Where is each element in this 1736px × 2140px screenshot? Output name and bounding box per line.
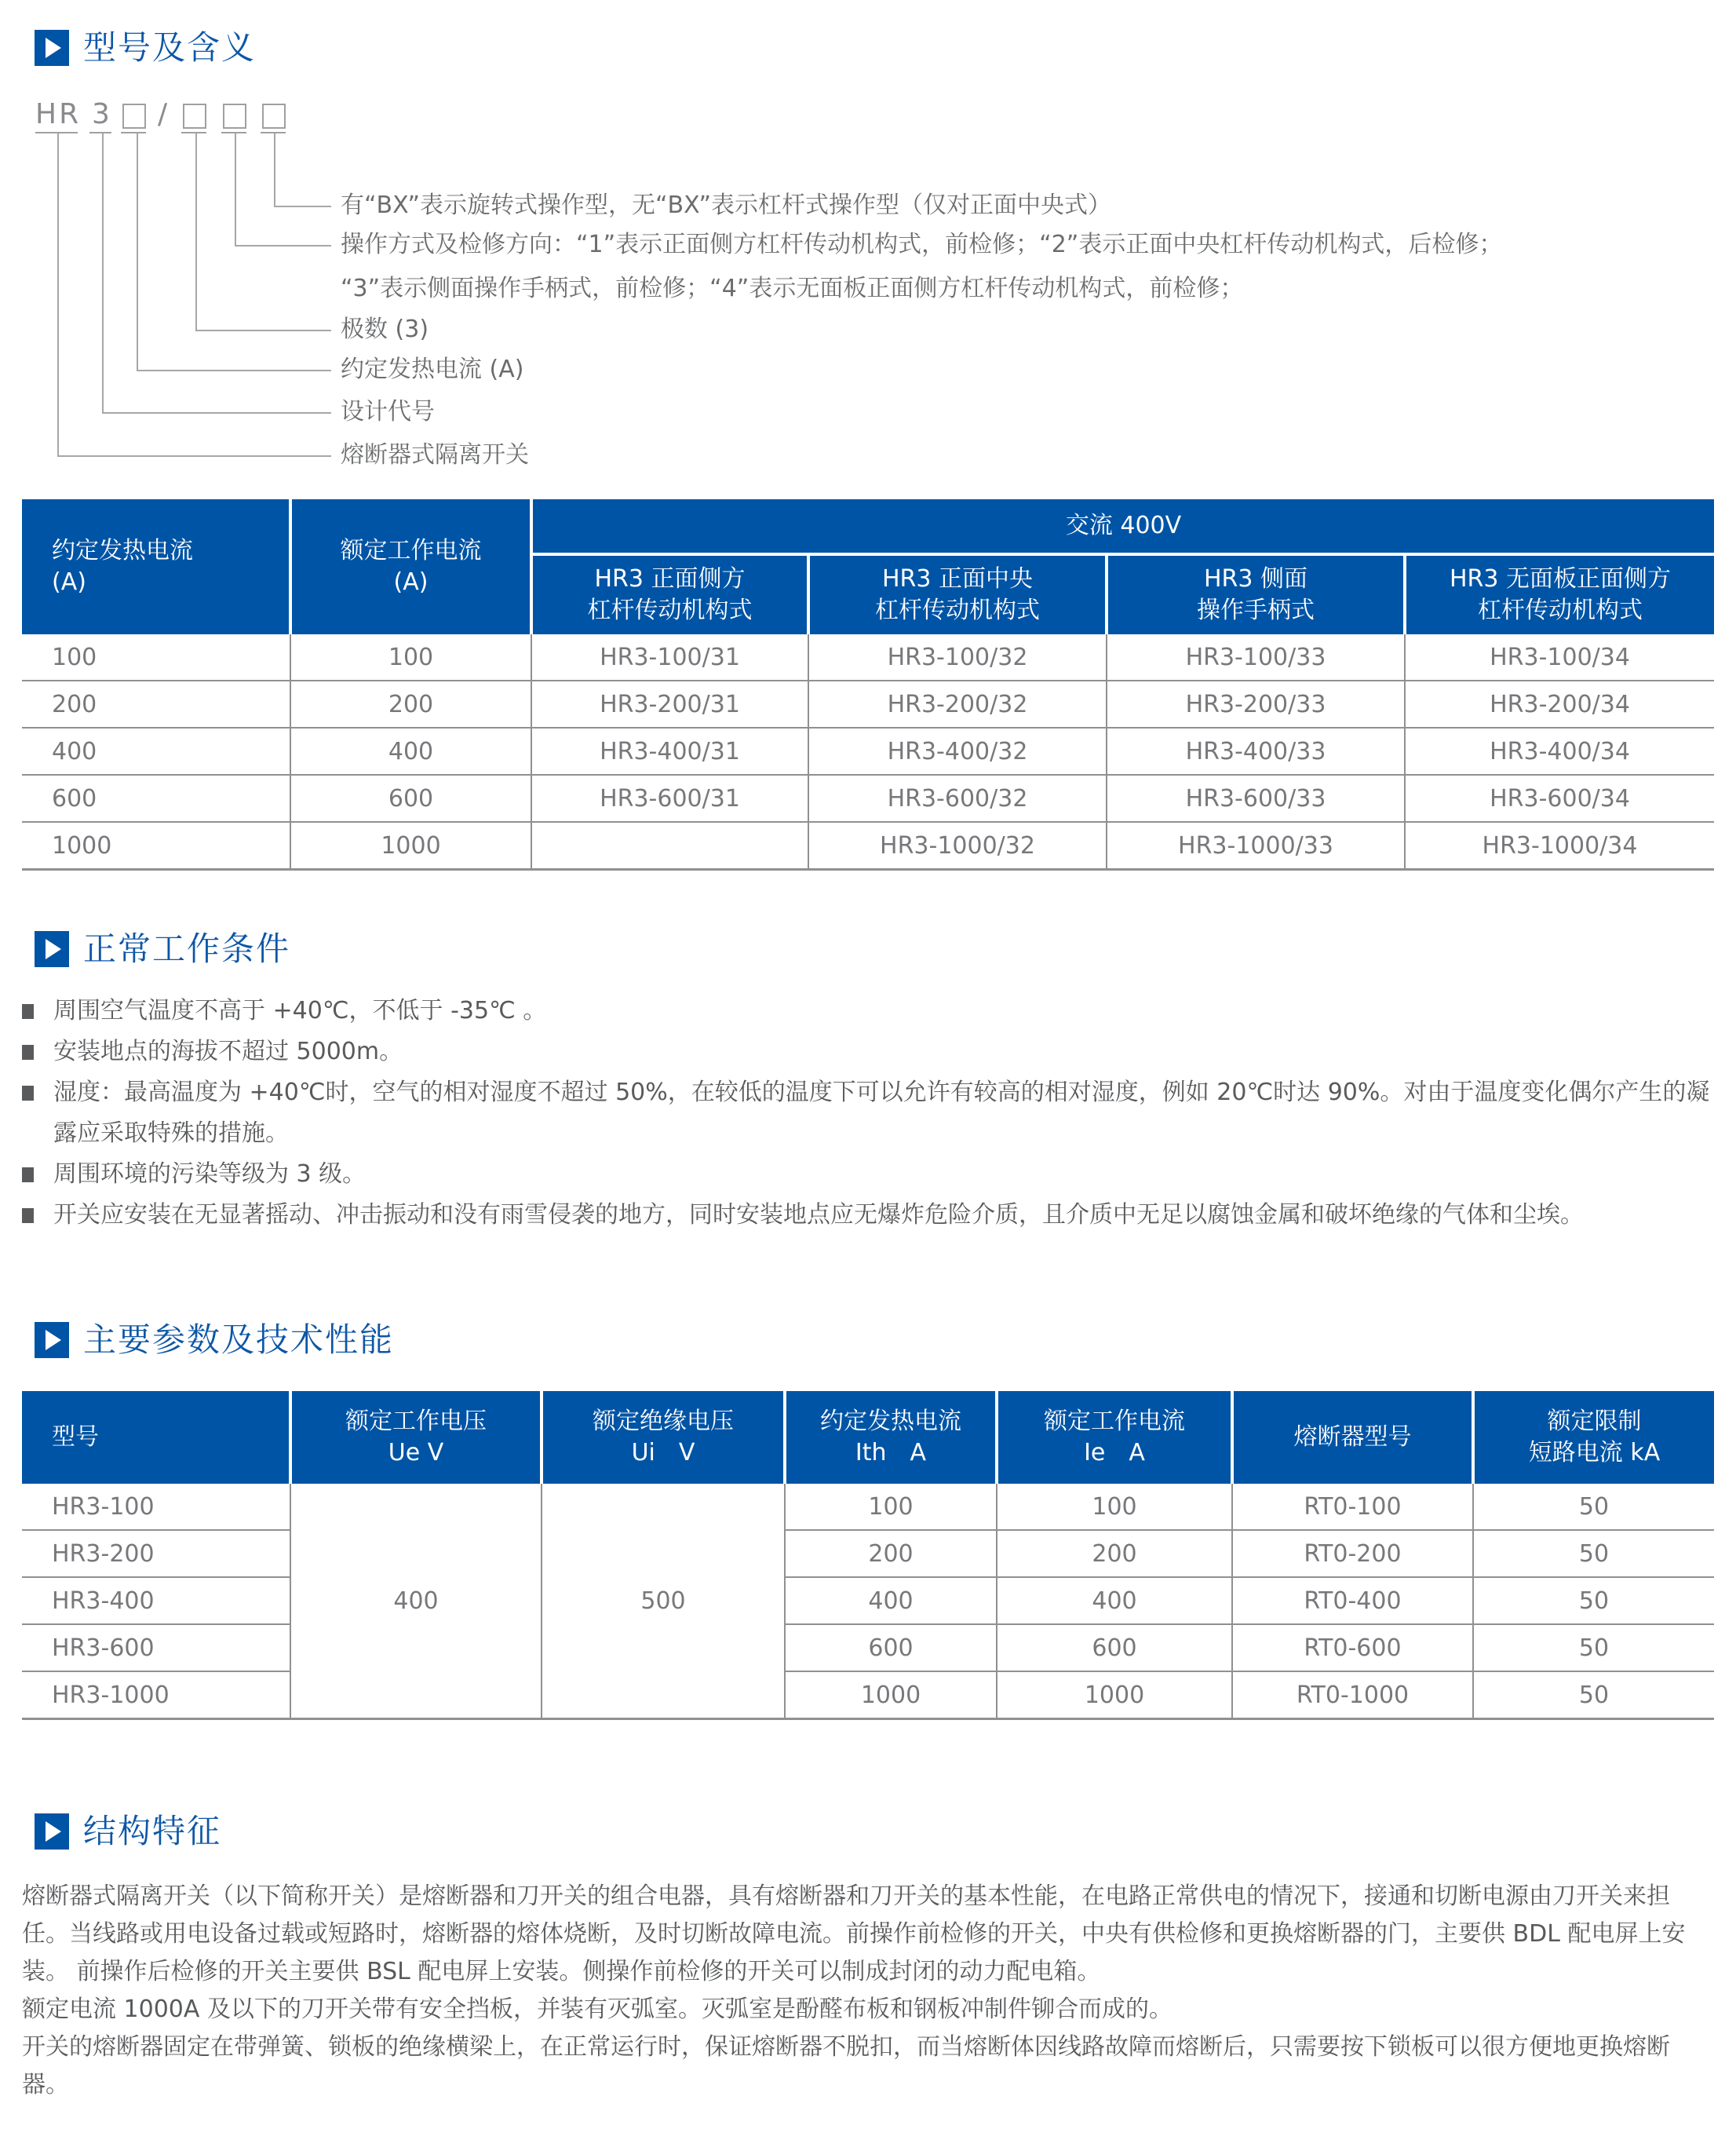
table-cell: 100 <box>22 634 290 681</box>
table-cell: 600 <box>785 1624 997 1671</box>
structure-paragraphs <box>22 1878 1714 2104</box>
table-row <box>22 775 1714 822</box>
table-cell: HR3-600/33 <box>1107 775 1405 822</box>
table-cell: 100 <box>290 634 531 681</box>
selection-table <box>22 499 1714 871</box>
table-cell: HR3-600 <box>22 1624 290 1671</box>
table-cell: HR3-100/31 <box>531 634 808 681</box>
section-marker-icon <box>35 1813 69 1850</box>
table-cell: HR3-600/31 <box>531 775 808 822</box>
table-cell: HR3-400/34 <box>1405 728 1714 775</box>
table-cell: 400 <box>290 728 531 775</box>
model-code-series: HR <box>35 98 82 130</box>
paragraph: 额定电流 1000A 及以下的刀开关带有安全挡板，并装有灭弧室。灭弧室是酚醛布板和钢板冲制件铆合而成的。 <box>22 1996 1173 2023</box>
table-cell: HR3-100 <box>22 1484 290 1530</box>
column-header: 约定发热电流 (A) <box>22 499 290 634</box>
table-cell: 1000 <box>22 822 290 870</box>
table-cell: HR3-400/33 <box>1107 728 1405 775</box>
square-bullet-icon <box>22 1086 34 1101</box>
table-cell: 200 <box>22 681 290 728</box>
table-row <box>22 728 1714 775</box>
table-cell: 600 <box>997 1624 1232 1671</box>
model-code-box <box>122 104 146 129</box>
column-header: 额定限制 短路电流 kA <box>1473 1391 1714 1484</box>
table-cell: 400 <box>290 1484 542 1719</box>
table-row <box>22 1624 1714 1671</box>
model-code-label: 操作方式及检修方向：“1”表示正面侧方杠杆传动机构式，前检修；“2”表示正面中央杠杆传动机构式，后检修； <box>341 231 1503 258</box>
table-row <box>22 1484 1714 1530</box>
section-title-text: 结构特征 <box>83 1812 222 1850</box>
triangle-icon <box>46 1330 61 1350</box>
table-cell: HR3-600/32 <box>808 775 1107 822</box>
column-header: HR3 正面侧方 杠杆传动机构式 <box>531 554 808 634</box>
table-cell: 400 <box>785 1577 997 1624</box>
paragraph: 开关的熔断器固定在带弹簧、锁板的绝缘横梁上，在正常运行时，保证熔断器不脱扣，而当熔断体因线路故障而熔断后，只需要按下锁板可以很方便地更换熔断器。 <box>22 2033 1670 2098</box>
table-cell: 50 <box>1473 1530 1714 1577</box>
square-bullet-icon <box>22 1208 34 1223</box>
table-cell: 500 <box>542 1484 785 1719</box>
column-header: 额定工作电流 Ie A <box>997 1391 1232 1484</box>
section-title-parameters <box>35 1322 394 1358</box>
table-cell: RT0-400 <box>1232 1577 1473 1624</box>
model-code-label: 极数 (3) <box>341 316 429 343</box>
table-row <box>22 1577 1714 1624</box>
column-header: HR3 无面板正面侧方 杠杆传动机构式 <box>1405 554 1714 634</box>
table-row <box>22 1671 1714 1719</box>
working-conditions-list <box>22 991 1714 1236</box>
table-cell: 200 <box>290 681 531 728</box>
model-code-label: 约定发热电流 (A) <box>341 356 524 383</box>
model-code-design: 3 <box>92 98 112 130</box>
table-cell: HR3-200/34 <box>1405 681 1714 728</box>
table-cell <box>531 822 808 870</box>
column-header: 熔断器型号 <box>1232 1391 1473 1484</box>
model-code-separator: / <box>158 98 170 130</box>
bullet-item: 开关应安装在无显著摇动、冲击振动和没有雨雪侵袭的地方，同时安装地点应无爆炸危险介质，且介质中无足以腐蚀金属和破坏绝缘的气体和尘埃。 <box>22 1195 1714 1236</box>
model-code-label: 熔断器式隔离开关 <box>341 441 529 469</box>
square-bullet-icon <box>22 1045 34 1060</box>
section-title-working-conditions <box>35 931 290 967</box>
table-cell: HR3-200 <box>22 1530 290 1577</box>
model-code-box <box>183 104 206 129</box>
span-header: 交流 400V <box>531 499 1714 554</box>
table-cell: RT0-600 <box>1232 1624 1473 1671</box>
triangle-icon <box>46 1821 61 1842</box>
column-header: 型号 <box>22 1391 290 1484</box>
table-cell: HR3-1000/34 <box>1405 822 1714 870</box>
table-cell: 400 <box>997 1577 1232 1624</box>
bullet-item: 湿度：最高温度为 +40℃时，空气的相对湿度不超过 50%，在较低的温度下可以允许有较高的相对湿度，例如 20℃时达 90%。对由于温度变化偶尔产生的凝露应采取特殊的措施。 <box>22 1072 1714 1154</box>
square-bullet-icon <box>22 1167 34 1182</box>
table-cell: 1000 <box>997 1671 1232 1719</box>
bullet-item: 周围空气温度不高于 +40℃，不低于 -35℃ 。 <box>22 991 1714 1032</box>
table-cell: HR3-400/31 <box>531 728 808 775</box>
column-header: 额定工作电流 (A) <box>290 499 531 634</box>
table-cell: 50 <box>1473 1671 1714 1719</box>
model-code-box <box>223 104 246 129</box>
table-cell: 1000 <box>785 1671 997 1719</box>
column-header: 额定工作电压 Ue V <box>290 1391 542 1484</box>
bullet-item: 周围环境的污染等级为 3 级。 <box>22 1154 1714 1195</box>
table-cell: 100 <box>785 1484 997 1530</box>
table-cell: HR3-100/32 <box>808 634 1107 681</box>
column-header: HR3 侧面 操作手柄式 <box>1107 554 1405 634</box>
table-cell: HR3-200/32 <box>808 681 1107 728</box>
table-cell: 100 <box>997 1484 1232 1530</box>
table-cell: HR3-400 <box>22 1577 290 1624</box>
column-header: 约定发热电流 Ith A <box>785 1391 997 1484</box>
table-cell: 600 <box>290 775 531 822</box>
table-cell: HR3-200/31 <box>531 681 808 728</box>
table-cell: 50 <box>1473 1577 1714 1624</box>
section-marker-icon <box>35 931 69 967</box>
table-cell: HR3-100/34 <box>1405 634 1714 681</box>
table-cell: 200 <box>785 1530 997 1577</box>
table-cell: 600 <box>22 775 290 822</box>
table-cell: RT0-100 <box>1232 1484 1473 1530</box>
table-row <box>22 822 1714 870</box>
square-bullet-icon <box>22 1004 34 1019</box>
table-cell: HR3-400/32 <box>808 728 1107 775</box>
model-code-label: 设计代号 <box>341 398 435 425</box>
section-marker-icon <box>35 1322 69 1358</box>
connector-line <box>57 133 331 457</box>
table-cell: HR3-1000/32 <box>808 822 1107 870</box>
section-title-text: 正常工作条件 <box>83 929 291 968</box>
table-cell: HR3-100/33 <box>1107 634 1405 681</box>
table-row <box>22 681 1714 728</box>
parameters-table <box>22 1391 1714 1720</box>
table-cell: 50 <box>1473 1484 1714 1530</box>
table-row <box>22 634 1714 681</box>
table-cell: 400 <box>22 728 290 775</box>
model-code-diagram <box>0 0 1736 502</box>
table-cell: HR3-1000 <box>22 1671 290 1719</box>
model-code-label: 有“BX”表示旋转式操作型，无“BX”表示杠杆式操作型（仅对正面中央式） <box>341 192 1112 219</box>
table-cell: 50 <box>1473 1624 1714 1671</box>
table-row <box>22 1530 1714 1577</box>
column-header: 额定绝缘电压 Ui V <box>542 1391 785 1484</box>
table-cell: HR3-600/34 <box>1405 775 1714 822</box>
triangle-icon <box>46 939 61 959</box>
model-code-label: “3”表示侧面操作手柄式，前检修；“4”表示无面板正面侧方杠杆传动机构式，前检修； <box>341 275 1244 302</box>
table-cell: 200 <box>997 1530 1232 1577</box>
paragraph: 熔断器式隔离开关（以下简称开关）是熔断器和刀开关的组合电器，具有熔断器和刀开关的基本性能，在电路正常供电的情况下，接通和切断电源由刀开关来担任。当线路或用电设备过载或短路时，熔断器的熔体烧断，及时切断故障电流。前操作前检修的开关，中央有供检修和更换熔断器的门，主要供 BDL 配电屏上安装。 前操作后检修的开关主要供 BSL 配电屏上安装。侧操作前检修的开关可以制成封闭的动力配电箱。 <box>22 1883 1686 1985</box>
section-title-text: 主要参数及技术性能 <box>83 1320 395 1359</box>
table-cell: RT0-1000 <box>1232 1671 1473 1719</box>
model-code-box <box>262 104 286 129</box>
table-cell: 1000 <box>290 822 531 870</box>
table-cell: HR3-200/33 <box>1107 681 1405 728</box>
section-title-text: 型号及含义 <box>83 28 257 67</box>
bullet-item: 安装地点的海拔不超过 5000m。 <box>22 1032 1714 1072</box>
table-cell: RT0-200 <box>1232 1530 1473 1577</box>
column-header: HR3 正面中央 杠杆传动机构式 <box>808 554 1107 634</box>
section-title-structure <box>35 1813 221 1850</box>
table-cell: HR3-1000/33 <box>1107 822 1405 870</box>
